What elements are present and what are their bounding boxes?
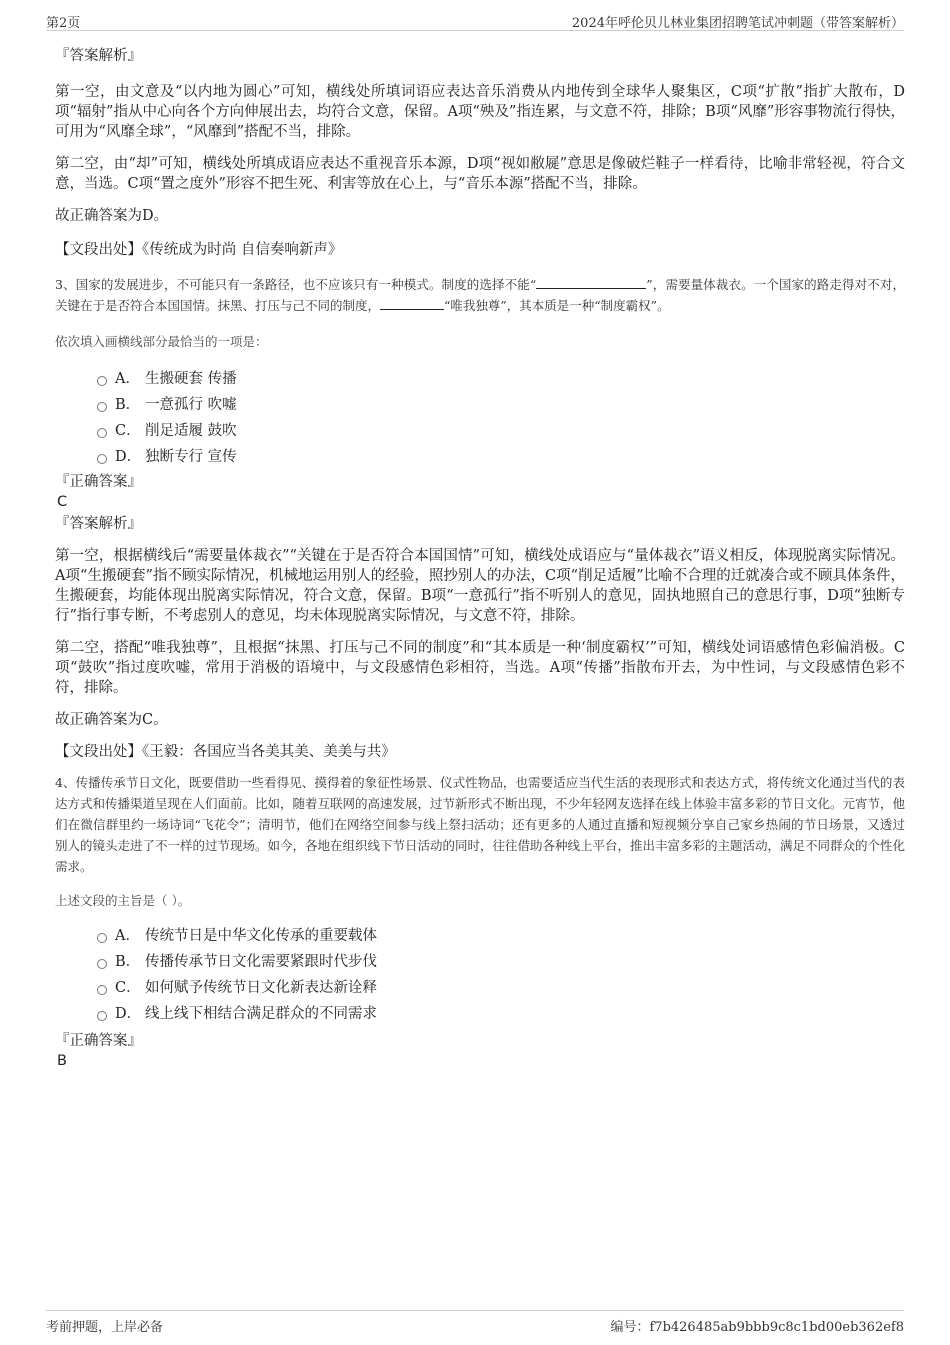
option-b[interactable]: B． 传播传承节日文化需要紧跟时代步伐 [97,949,905,975]
question-4-text: 4、传播传承节日文化，既要借助一些看得见、摸得着的象征性场景、仪式性物品，也需要适应当代生活的表现形式和表达方式，将传统文化通过当代的表达方式和传播渠道呈现在人们面前。比如，随着互联网的高速发展，过节新形式不断出现，不少年轻网友选择在线上体验丰富多彩的节日文化。元宵节，他们在微信群里约一场诗词“飞花令”；清明节，他们在网络空间参与线上祭扫活动；还有更多的人通过直播和短视频分享自己家乡热闹的节日场景，又透过别人的镜头走进了不一样的过节现场。如今，各地在组织线下节日活动的同时，往往借助各种线上平台，推出丰富多彩的主题活动，满足不同群众的个性化需求。 [55,775,906,874]
option-a[interactable]: A． 生搬硬套 传播 [97,366,905,392]
radio-icon[interactable] [97,933,107,943]
correct-answer: C [57,494,68,510]
radio-icon[interactable] [97,1011,107,1021]
question-prompt: 上述文段的主旨是（ ）。 [55,893,191,908]
option-c[interactable]: C． 削足适履 鼓吹 [97,418,905,444]
option-c[interactable]: C． 如何赋予传统节日文化新表达新诠释 [97,975,905,1001]
page-header [46,8,904,31]
radio-icon[interactable] [97,959,107,969]
correct-answer-label: 『正确答案』 [55,1033,142,1049]
analysis-paragraph: 第二空，搭配“唯我独尊”，且根据“抹黑、打压与己不同的制度”和“其本质是一种‘制度霸权’”可知，横线处词语感情色彩偏消极。C项“鼓吹”指过度吹嘘，常用于消极的语境中，与文段感情色彩相符，当选。A项“传播”指散布开去，为中性词，与文段感情色彩不符，排除。 [55,640,905,696]
question-prompt: 依次填入画横线部分最恰当的一项是： [55,334,268,349]
footer-slogan: 考前押题，上岸必备 [46,1320,164,1335]
source-citation: 【文段出处】《王毅：各国应当各美其美、美美与共》 [55,744,396,760]
document-code: 编号：f7b426485ab9bbb9c8c1bd00eb362ef8 [610,1320,904,1335]
analysis-conclusion: 故正确答案为C。 [55,712,168,728]
options-list [55,366,905,470]
option-d[interactable]: D． 线上线下相结合满足群众的不同需求 [97,1001,905,1027]
document-title: 2024年呼伦贝儿林业集团招聘笔试冲刺题（带答案解析） [571,16,904,31]
correct-answer-label: 『正确答案』 [55,474,142,490]
correct-answer: B [57,1053,67,1069]
radio-icon[interactable] [97,428,107,438]
radio-icon[interactable] [97,985,107,995]
analysis-paragraph: 第一空，根据横线后“需要量体裁衣”“关键在于是否符合本国国情”可知，横线处成语应与“量体裁衣”语义相反，体现脱离实际情况。A项“生搬硬套”指不顾实际情况，机械地运用别人的经验，照抄别人的办法，C项“削足适履”比喻不合理的迁就凑合或不顾具体条件，生搬硬套，均能体现出脱离实际情况，符合文意，保留。B项“一意孤行”指不听别人的意见，固执地照自己的意思行事，D项“独断专行”指行事专断，不考虑别人的意见，均未体现脱离实际情况，与文意不符，排除。 [55,548,905,624]
question-3-text: 3、国家的发展进步，不可能只有一条路径，也不应该只有一种模式。制度的选择不能“ ”，需要量体裁衣。一个国家的路走得对不对，关键在于是否符合本国国情。抹黑、打压与己不同的制度， “唯我独尊”，其本质是一种“制度霸权”。 [55,277,905,313]
page-footer [46,1310,904,1335]
option-b[interactable]: B． 一意孤行 吹嘘 [97,392,905,418]
analysis-conclusion: 故正确答案为D。 [55,208,169,224]
analysis-paragraph: 第二空，由“却”可知，横线处所填成语应表达不重视音乐本源，D项“视如敝屣”意思是像破烂鞋子一样看待，比喻非常轻视，符合文意，当选。C项“置之度外”形容不把生死、利害等放在心上，与“音乐本源”搭配不当，排除。 [55,156,905,192]
option-a[interactable]: A． 传统节日是中华文化传承的重要载体 [97,923,905,949]
blank-line [380,297,444,310]
source-citation: 【文段出处】《传统成为时尚 自信奏响新声》 [55,242,343,258]
page-number: 第2页 [46,16,81,31]
radio-icon[interactable] [97,454,107,464]
blank-line [536,276,646,289]
analysis-paragraph: 第一空，由文意及“以内地为圆心”可知，横线处所填词语应表达音乐消费从内地传到全球华人聚集区，C项“扩散”指扩大散布，D项“辐射”指从中心向各个方向伸展出去，均符合文意，保留。A项“殃及”指连累，与文意不符，排除；B项“风靡”形容事物流行得快，可用为“风靡全球”，“风靡到”搭配不当，排除。 [55,84,905,140]
radio-icon[interactable] [97,376,107,386]
page-content [55,40,905,1071]
analysis-label: 『答案解析』 [55,516,142,532]
analysis-label: 『答案解析』 [55,48,142,64]
option-d[interactable]: D． 独断专行 宣传 [97,444,905,470]
options-list [55,923,905,1027]
radio-icon[interactable] [97,402,107,412]
